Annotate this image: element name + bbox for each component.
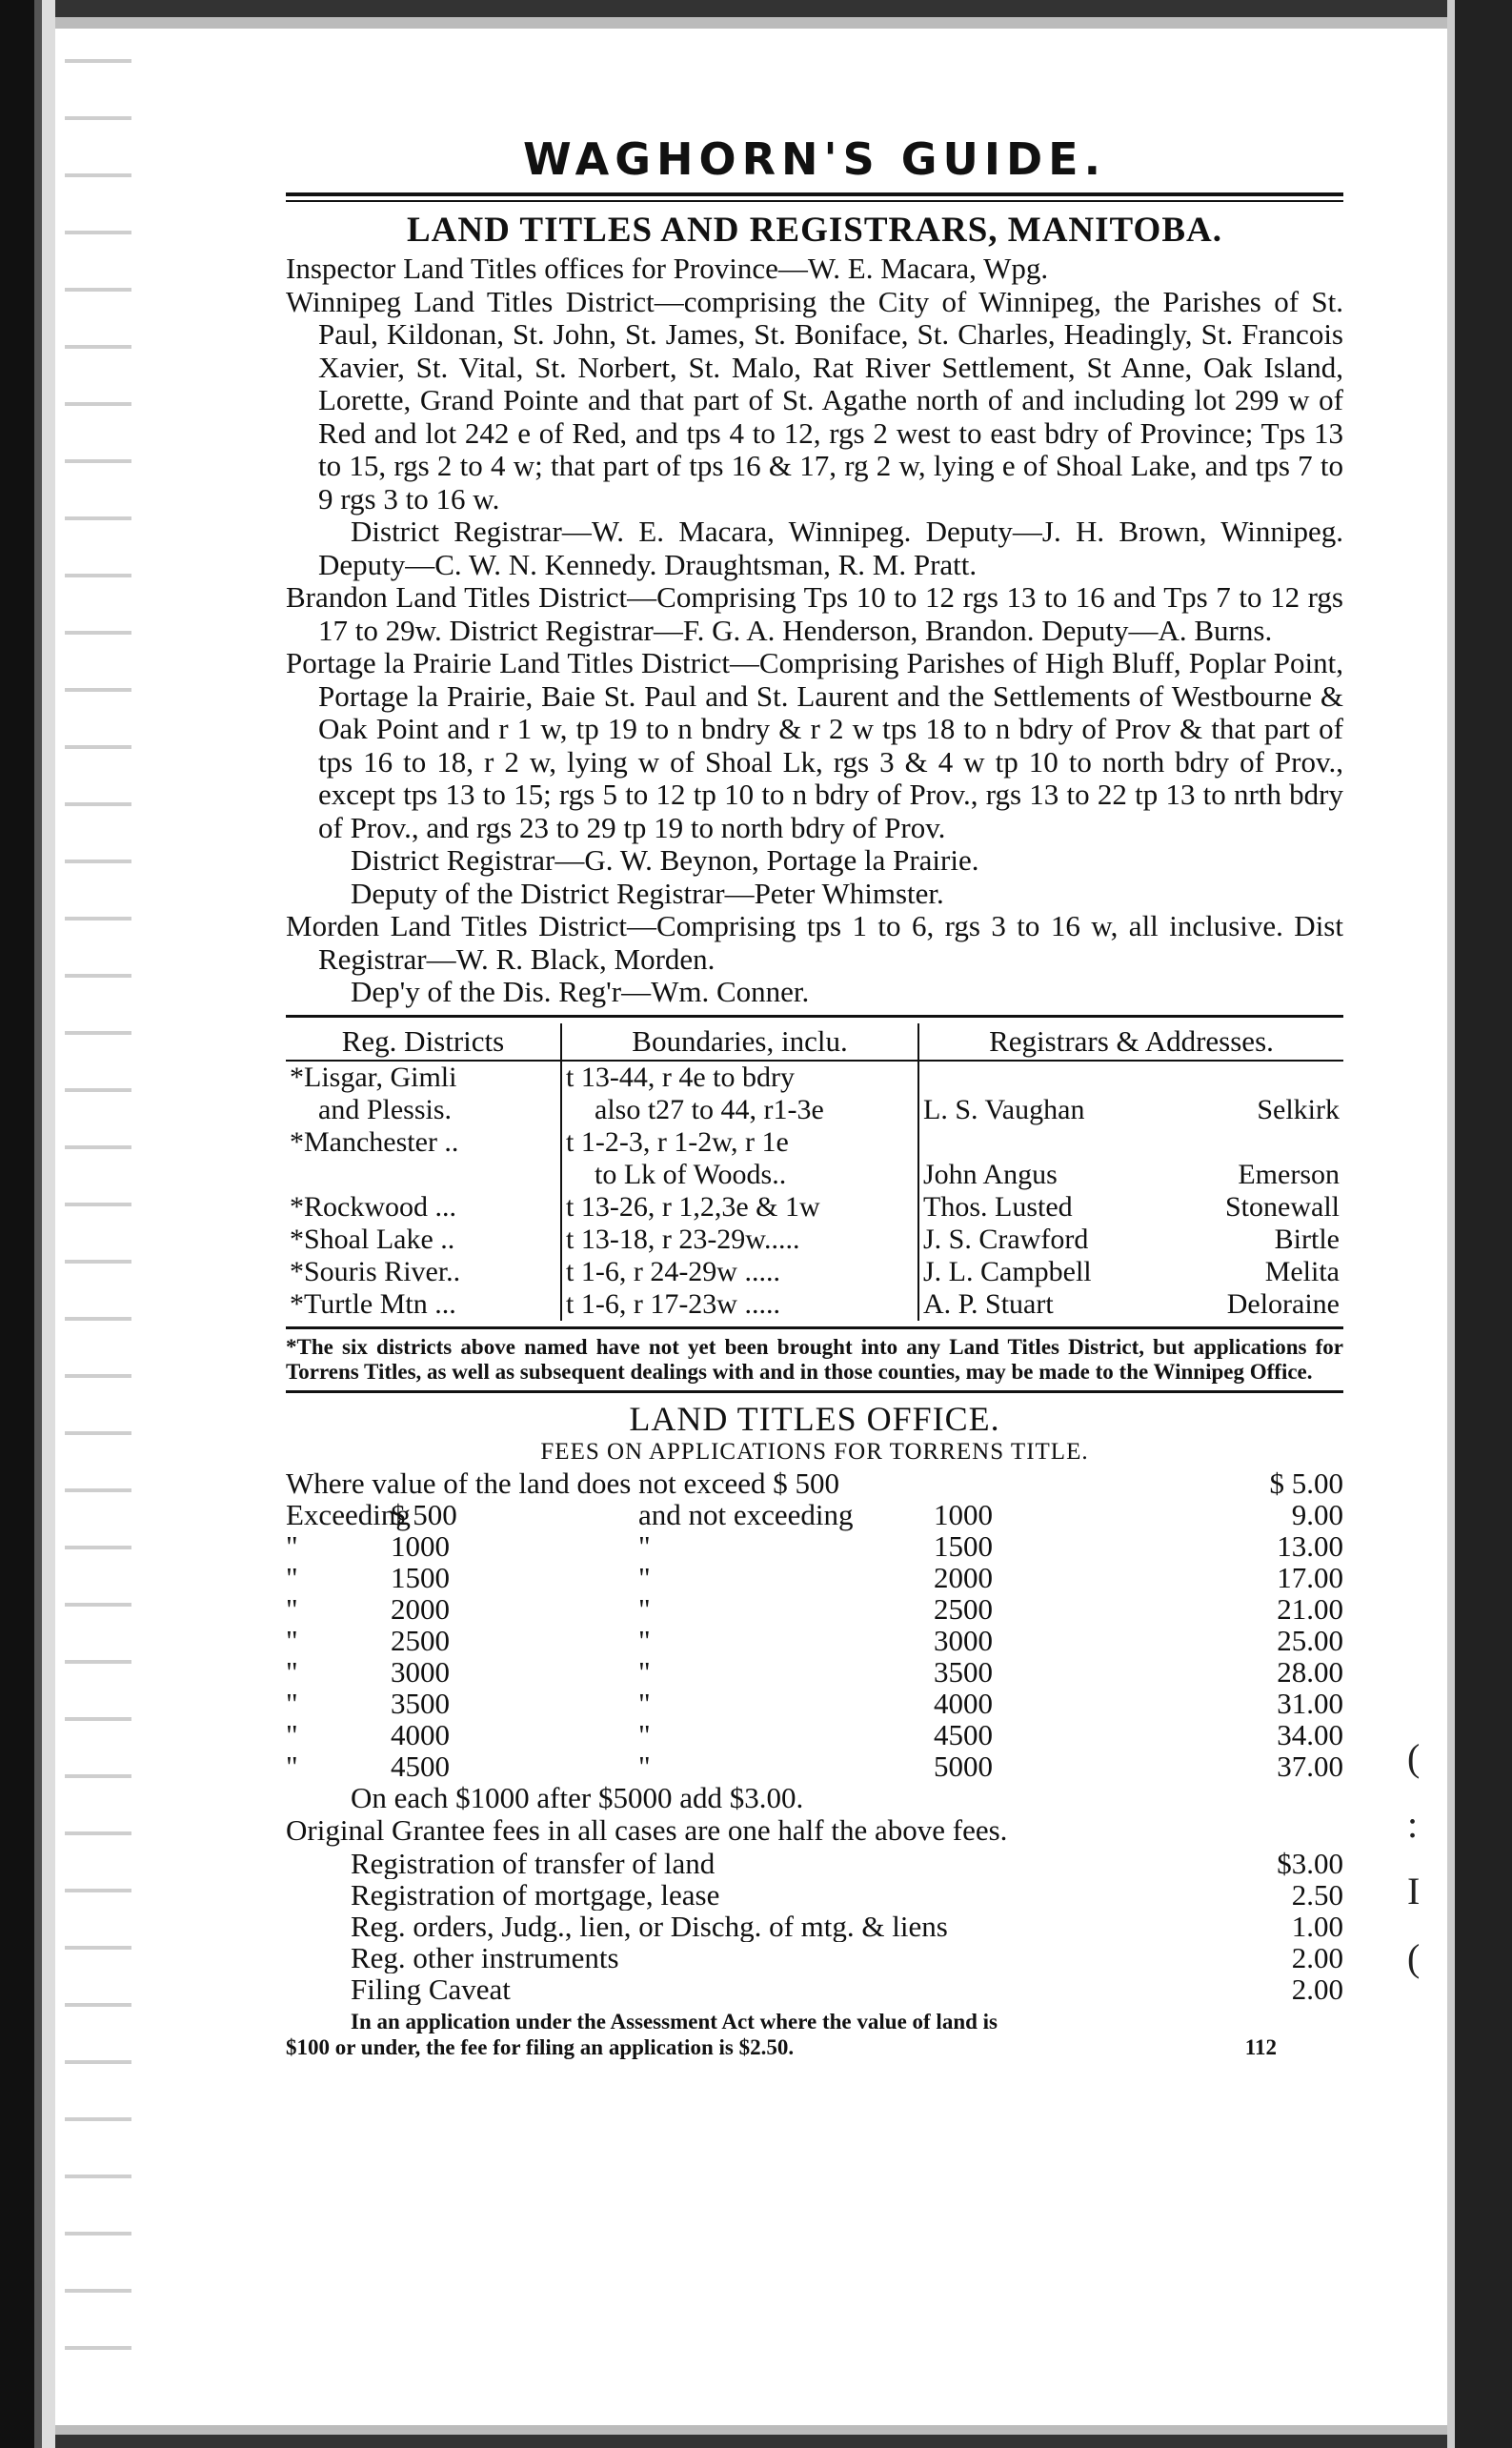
other-fee-value: 2.00: [1291, 1940, 1343, 1974]
ditto-mark: ": [638, 1686, 651, 1720]
district-cell: [286, 1159, 561, 1191]
fee-row: [286, 1688, 1343, 1719]
fee-to: 2000: [934, 1560, 993, 1594]
table-row: [286, 1256, 1343, 1288]
fee-amount: 21.00: [1277, 1591, 1343, 1626]
fee-row: [286, 1499, 1343, 1530]
other-fees-list: [286, 1848, 1343, 2005]
other-fee-value: 1.00: [1291, 1909, 1343, 1943]
table-row: [286, 1288, 1343, 1321]
book-page: [286, 133, 1343, 2060]
registrar-cell: [918, 1061, 1343, 1094]
registrar-place: Selkirk: [1257, 1093, 1340, 1125]
fee-to: 3000: [934, 1623, 993, 1657]
portage-registrar-line: District Registrar—G. W. Beynon, Portage la Prairie.: [351, 843, 979, 877]
ditto-mark: ": [286, 1528, 298, 1563]
bounds-cell: t 13-26, r 1,2,3e & 1w: [561, 1191, 918, 1224]
portage-deputy-line: Deputy of the District Registrar—Peter Whimster.: [351, 876, 944, 910]
ditto-mark: ": [286, 1654, 298, 1689]
fee-from: 3000: [391, 1654, 450, 1689]
other-fee-row: [286, 1848, 1343, 1879]
table-row: [286, 1191, 1343, 1224]
fee-to: 4500: [934, 1717, 993, 1751]
other-fee-label: Reg. orders, Judg., lien, or Dischg. of mtg. & liens: [351, 1910, 948, 1942]
column-header: Boundaries, inclu.: [561, 1023, 918, 1061]
fee-row: [286, 1719, 1343, 1750]
fee-to: 3500: [934, 1654, 993, 1689]
registrar-cell: [918, 1224, 1343, 1256]
registrar-place: Stonewall: [1225, 1190, 1340, 1223]
district-cell: and Plessis.: [286, 1094, 561, 1126]
registrar-name: Thos. Lusted: [923, 1190, 1073, 1223]
assessment-note-line-1: In an application under the Assessment Act where the value of land is: [351, 2009, 998, 2033]
table-row: [286, 1061, 1343, 1094]
registrar-name: J. S. Crawford: [923, 1223, 1089, 1255]
ditto-mark: ": [286, 1717, 298, 1751]
fee-first-line: [286, 1467, 1343, 1499]
other-fee-row: [286, 1973, 1343, 2005]
column-header: Reg. Districts: [286, 1023, 561, 1061]
ditto-mark: ": [286, 1686, 298, 1720]
fee-row: [286, 1656, 1343, 1688]
registrar-cell: [918, 1256, 1343, 1288]
morden-paragraph: Morden Land Titles District—Comprising tps 1 to 6, rgs 3 to 16 w, all inclusive. Dist Registrar—W. R. Black, Morden.: [286, 909, 1343, 976]
bounds-cell: to Lk of Woods..: [561, 1159, 918, 1191]
fee-first-value: $ 5.00: [1269, 1466, 1343, 1500]
other-fee-label: Registration of transfer of land: [351, 1847, 716, 1879]
fee-amount: 25.00: [1277, 1623, 1343, 1657]
registrar-cell: [918, 1126, 1343, 1159]
bounds-cell: also t27 to 44, r1-3e: [561, 1094, 918, 1126]
other-fee-label: Reg. other instruments: [351, 1941, 619, 1973]
inspector-paragraph: Inspector Land Titles offices for Province—W. E. Macara, Wpg.: [286, 252, 1049, 285]
ditto-mark: ": [286, 1623, 298, 1657]
fee-from: 4500: [391, 1749, 450, 1783]
registrar-name: A. P. Stuart: [923, 1287, 1054, 1320]
other-fee-value: 2.00: [1291, 1972, 1343, 2006]
fee-to: 1500: [934, 1528, 993, 1563]
fee-from: 4000: [391, 1717, 450, 1751]
fee-amount: 9.00: [1291, 1497, 1343, 1531]
registrar-cell: [918, 1094, 1343, 1126]
fee-from: 1000: [391, 1528, 450, 1563]
fee-row: [286, 1750, 1343, 1782]
district-cell: *Shoal Lake ..: [286, 1224, 561, 1256]
office-title: LAND TITLES OFFICE.: [629, 1399, 1000, 1438]
scan-top-edge: [55, 0, 1447, 46]
fee-amount: 28.00: [1277, 1654, 1343, 1689]
other-fee-label: Filing Caveat: [351, 1973, 511, 2005]
other-fee-value: $3.00: [1277, 1846, 1343, 1880]
ditto-mark: ": [638, 1623, 651, 1657]
bounds-cell: t 13-44, r 4e to bdry: [561, 1061, 918, 1094]
fee-amount: 37.00: [1277, 1749, 1343, 1783]
registrar-name: L. S. Vaughan: [923, 1093, 1085, 1125]
ditto-mark: ": [638, 1654, 651, 1689]
winnipeg-district-paragraph: Winnipeg Land Titles District—comprising the City of Winnipeg, the Parishes of St. Paul, Kildonan, St. John, St. James, St. Boniface, St. Charles, Headingly, St. Francois Xavier, St. Vital, St. Norbert, St. Malo, Rat River Settlement, St Anne, Oak Island, Lorette, Grand Pointe and that part of St. Agathe north of and including lot 299 w of Red and lot 242 e of Red, and tps 4 to 12, rgs 2 west to east bdry of Province; Tps 13 to 15, rgs 2 to 4 w; that part of tps 16 & 17, rg 2 w, lying e of Shoal Lake, and tps 7 to 9 rgs 3 to 16 w.: [286, 284, 1343, 516]
registrar-place: Emerson: [1238, 1158, 1340, 1190]
assessment-note-row: [286, 2034, 1343, 2060]
bounds-cell: t 1-6, r 17-23w .....: [561, 1288, 918, 1321]
other-fee-label: Registration of mortgage, lease: [351, 1878, 720, 1911]
registrar-cell: [918, 1159, 1343, 1191]
registrar-name: John Angus: [923, 1158, 1058, 1190]
fee-first-label: Where value of the land does not exceed $ 500: [286, 1467, 840, 1499]
ditto-mark: ": [638, 1560, 651, 1594]
fee-to: 1000: [934, 1497, 993, 1531]
table-row: [286, 1159, 1343, 1191]
district-cell: *Turtle Mtn ...: [286, 1288, 561, 1321]
ditto-mark: ": [638, 1528, 651, 1563]
ditto-mark: ": [286, 1749, 298, 1783]
district-cell: *Manchester ..: [286, 1126, 561, 1159]
grantee-line: Original Grantee fees in all cases are one half the above fees.: [286, 1813, 1008, 1847]
ditto-mark: ": [638, 1591, 651, 1626]
margin-mark: I: [1407, 1870, 1421, 1912]
fee-amount: 13.00: [1277, 1528, 1343, 1563]
header-rule: [286, 192, 1343, 202]
fee-to: 4000: [934, 1686, 993, 1720]
registrar-place: Deloraine: [1226, 1287, 1340, 1320]
exceeding-label: Exceeding: [286, 1497, 411, 1531]
bounds-cell: t 1-2-3, r 1-2w, r 1e: [561, 1126, 918, 1159]
table-row: [286, 1094, 1343, 1126]
other-fee-row: [286, 1911, 1343, 1942]
fee-amount: 34.00: [1277, 1717, 1343, 1751]
fee-schedule: [286, 1499, 1343, 1782]
table-bottom-rule: [286, 1326, 1343, 1329]
district-cell: *Souris River..: [286, 1256, 561, 1288]
table-row: [286, 1126, 1343, 1159]
ditto-mark: ": [638, 1749, 651, 1783]
running-header: WAGHORN'S GUIDE.: [522, 133, 1107, 185]
districts-footnote: *The six districts above named have not yet been brought into any Land Titles District, but applications for Torrens Titles, as well as subsequent dealings with and in those counties, may be made to the Winnipeg Office.: [286, 1334, 1343, 1384]
fee-row: [286, 1593, 1343, 1625]
office-subtitle: FEES ON APPLICATIONS FOR TORRENS TITLE.: [540, 1438, 1089, 1465]
fee-from: $ 500: [391, 1497, 457, 1531]
other-fee-row: [286, 1879, 1343, 1911]
fee-to: 5000: [934, 1749, 993, 1783]
margin-mark: (: [1407, 1736, 1421, 1779]
other-fee-row: [286, 1942, 1343, 1973]
registrar-cell: [918, 1288, 1343, 1321]
winnipeg-registrar-paragraph: District Registrar—W. E. Macara, Winnipeg. Deputy—J. H. Brown, Winnipeg. Deputy—C. W. N. Kennedy. Draughtsman, R. M. Pratt.: [318, 515, 1343, 581]
district-cell: *Rockwood ...: [286, 1191, 561, 1224]
column-header: Registrars & Addresses.: [918, 1023, 1343, 1061]
fee-row: [286, 1625, 1343, 1656]
table-top-rule: [286, 1015, 1343, 1018]
assessment-note-line-2: $100 or under, the fee for filing an application is $2.50.: [286, 2034, 795, 2059]
fee-row: [286, 1562, 1343, 1593]
registrar-place: Melita: [1264, 1255, 1340, 1287]
ditto-mark: ": [638, 1717, 651, 1751]
district-cell: *Lisgar, Gimli: [286, 1061, 561, 1094]
fee-from: 2500: [391, 1623, 450, 1657]
table-header-row: [286, 1023, 1343, 1061]
fee-from: 2000: [391, 1591, 450, 1626]
bounds-cell: t 1-6, r 24-29w .....: [561, 1256, 918, 1288]
right-margin-marks: [1407, 1725, 1436, 1992]
margin-mark: (: [1407, 1936, 1421, 1979]
registrar-name: J. L. Campbell: [923, 1255, 1092, 1287]
brandon-paragraph: Brandon Land Titles District—Comprising Tps 10 to 12 rgs 13 to 16 and Tps 7 to 12 rgs 17 to 29w. District Registrar—F. G. A. Henderson, Brandon. Deputy—A. Burns.: [286, 580, 1343, 647]
each-thousand-line: On each $1000 after $5000 add $3.00.: [351, 1780, 804, 1814]
fee-amount: 31.00: [1277, 1686, 1343, 1720]
other-fee-value: 2.50: [1291, 1877, 1343, 1912]
margin-mark: :: [1407, 1803, 1419, 1846]
scan-right-edge: [1447, 0, 1512, 2448]
ditto-mark: ": [286, 1560, 298, 1594]
page-number: 112: [1244, 2034, 1277, 2059]
fee-amount: 17.00: [1277, 1560, 1343, 1594]
registrar-place: Birtle: [1274, 1223, 1340, 1255]
portage-paragraph: Portage la Prairie Land Titles District—Comprising Parishes of High Bluff, Poplar Point, Portage la Prairie, Baie St. Paul and St. Laurent and the Settlements of Westbourne & Oak Point and r 1 w, tp 19 to n bndry & r 2 w tps 18 to n bdry of Prov & that part of tps 16 to 18, r 2 w, lying w of Shoal Lk, rgs 3 & 4 w tp 10 to north bdry of Prov., except tps 13 to 15; rgs 5 to 12 tp 10 to n bdry of Prov., rgs 13 to 22 tp 13 to nrth bdry of Prov., and rgs 23 to 29 tp 19 to north bdry of Prov.: [286, 646, 1343, 844]
districts-table: [286, 1023, 1343, 1321]
fee-from: 3500: [391, 1686, 450, 1720]
bounds-cell: t 13-18, r 23-29w.....: [561, 1224, 918, 1256]
fee-to: 2500: [934, 1591, 993, 1626]
table-row: [286, 1224, 1343, 1256]
footnote-rule: [286, 1390, 1343, 1393]
morden-deputy-line: Dep'y of the Dis. Reg'r—Wm. Conner.: [351, 975, 810, 1008]
scan-bottom-edge: [55, 2410, 1447, 2448]
section-heading: LAND TITLES AND REGISTRARS, MANITOBA.: [406, 211, 1222, 250]
scan-left-edge: [0, 0, 55, 2448]
ditto-mark: ": [286, 1591, 298, 1626]
fee-from: 1500: [391, 1560, 450, 1594]
registrar-cell: [918, 1191, 1343, 1224]
scan-left-binding-marks: [65, 38, 131, 2392]
and-not-exceeding-label: and not exceeding: [638, 1497, 854, 1531]
fee-row: [286, 1530, 1343, 1562]
